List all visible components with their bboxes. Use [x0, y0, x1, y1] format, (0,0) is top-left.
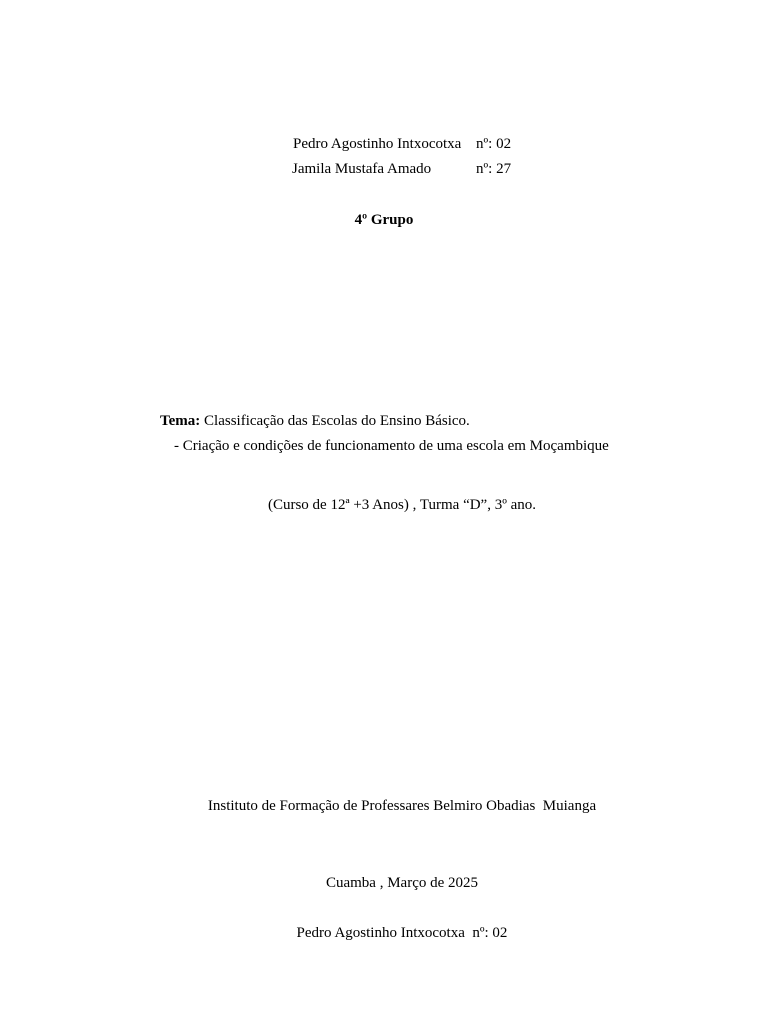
institution-line: Instituto de Formação de Professares Belmiro Obadias Muianga — [207, 798, 597, 814]
course-line: (Curso de 12ª +3 Anos) , Turma “D”, 3º ano. — [267, 497, 537, 513]
group-heading: 4º Grupo — [354, 212, 414, 228]
tema-line — [160, 412, 470, 430]
tema-subtitle: - Criação e condições de funcionamento de uma escola em Moçambique — [174, 438, 609, 454]
footer-author-line: Pedro Agostinho Intxocotxa nº: 02 — [296, 925, 508, 941]
author-number: nº: 02 — [476, 136, 512, 152]
author-number: nº: 27 — [476, 161, 512, 177]
author-name: Pedro Agostinho Intxocotxa — [293, 136, 462, 152]
tema-title: Classificação das Escolas do Ensino Básico. — [204, 413, 470, 429]
tema-label: Tema: — [160, 413, 201, 429]
place-date-line: Cuamba , Março de 2025 — [325, 875, 479, 891]
author-name: Jamila Mustafa Amado — [292, 161, 432, 177]
